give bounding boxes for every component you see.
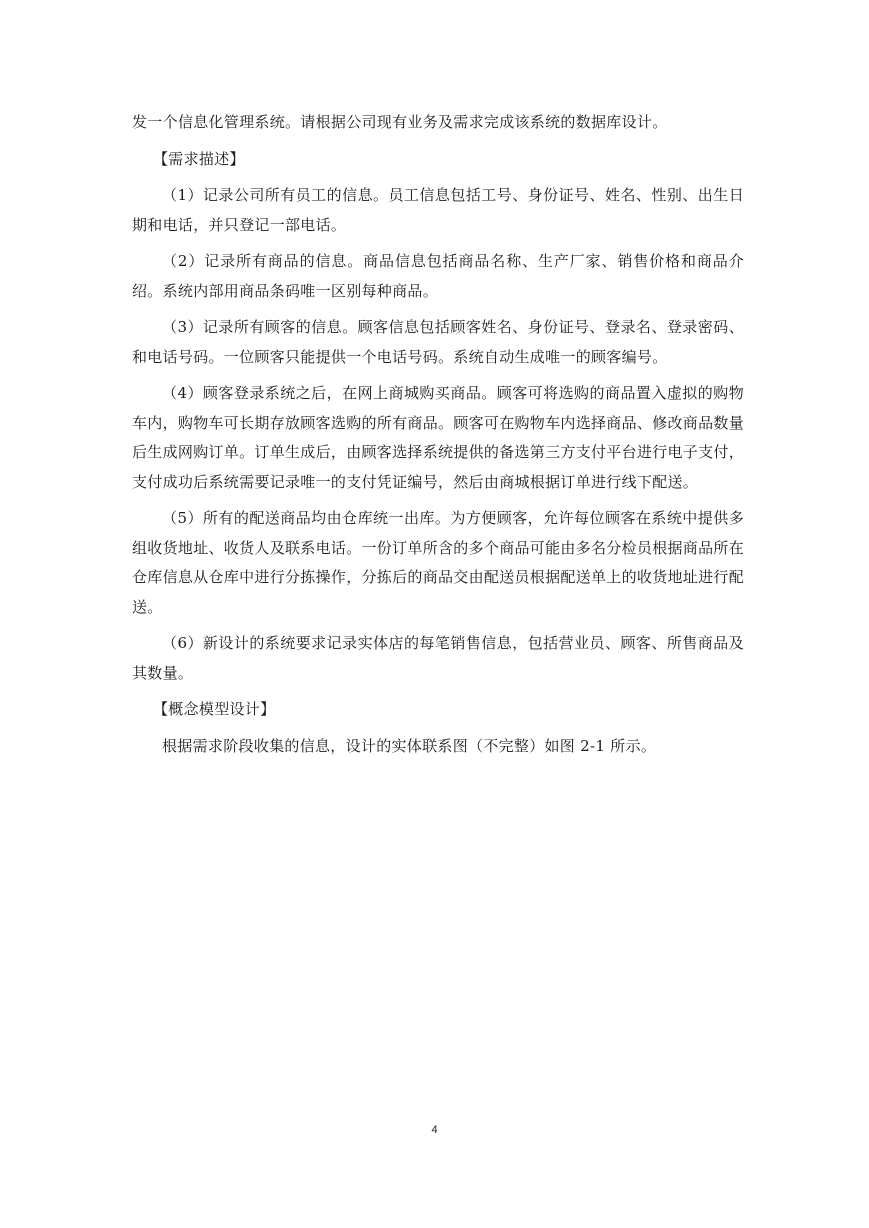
requirement-item-4: （4）顾客登录系统之后，在网上商城购买商品。顾客可将选购的商品置入虚拟的购物车内，购物车可长期存放顾客选购的所有商品。顾客可在购物车内选择商品、修改商品数量后生成网购订单。订单生成后，由顾客选择系统提供的备选第三方支付平台进行电子支付，支付成功后系统需要记录唯一的支付凭证编号，然后由商城根据订单进行线下配送。 (132, 384, 745, 491)
concept-model-heading: 【概念模型设计】 (153, 700, 276, 718)
requirement-item-3: （3）记录所有顾客的信息。顾客信息包括顾客姓名、身份证号、登录名、登录密码、和电话号码。一位顾客只能提供一个电话号码。系统自动生成唯一的顾客编号。 (132, 318, 744, 366)
requirement-item-5: （5）所有的配送商品均由仓库统一出库。为方便顾客，允许每位顾客在系统中提供多组收货地址、收货人及联系电话。一份订单所含的多个商品可能由多名分检员根据商品所在仓库信息从仓库中进行分拣操作，分拣后的商品交由配送员根据配送单上的收货地址进行配送。 (132, 509, 745, 616)
requirement-item-6: （6）新设计的系统要求记录实体店的每笔销售信息，包括营业员、顾客、所售商品及其数量。 (132, 634, 744, 682)
requirement-item-1: （1）记录公司所有员工的信息。员工信息包括工号、身份证号、姓名、性别、出生日期和电话，并只登记一部电话。 (132, 186, 744, 234)
intro-paragraph: 发一个信息化管理系统。请根据公司现有业务及需求完成该系统的数据库设计。 (132, 113, 668, 131)
page-number: 4 (431, 1124, 438, 1136)
concept-model-paragraph: 根据需求阶段收集的信息，设计的实体联系图（不完整）如图 2-1 所示。 (162, 736, 657, 755)
requirement-item-2: （2）记录所有商品的信息。商品信息包括商品名称、生产厂家、销售价格和商品介绍。系统内部用商品条码唯一区别每种商品。 (132, 252, 744, 300)
requirements-heading: 【需求描述】 (153, 149, 245, 168)
document-body (132, 108, 744, 761)
